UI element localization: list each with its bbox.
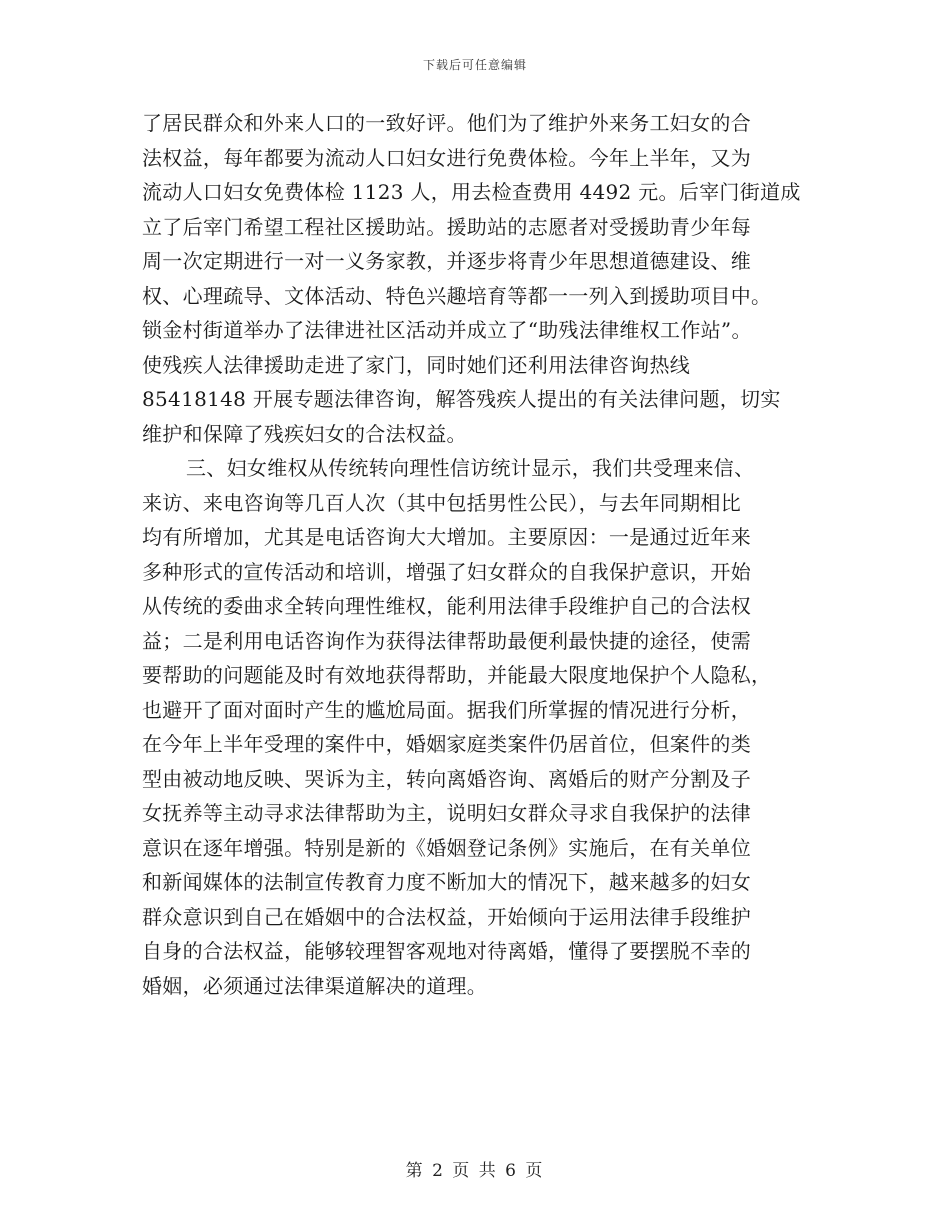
text-line: 维护和保障了残疾妇女的合法权益。 (142, 421, 467, 446)
body-text (142, 106, 822, 1003)
text-line: 来访、来电咨询等几百人次（其中包括男性公民），与去年同期相比 (142, 490, 741, 515)
text-line: 85418148 开展专题法律咨询，解答残疾人提出的有关法律问题，切实 (142, 387, 781, 411)
text-line: 要帮助的问题能及时有效地获得帮助，并能最大限度地保护个人隐私， (142, 663, 772, 687)
header-note: 下载后可任意编辑 (422, 58, 527, 72)
text-line: 在今年上半年受理的案件中，婚姻家庭类案件仍居首位，但案件的类 (142, 732, 751, 756)
text-line: 自身的合法权益，能够较理智客观地对待离婚，懂得了要摆脱不幸的 (142, 939, 751, 963)
page-number: 第 2 页 共 6 页 (405, 1161, 545, 1181)
text-line: 锁金村街道举办了法律进社区活动并成立了“助残法律维权工作站”。 (142, 318, 752, 342)
text-line: 多种形式的宣传活动和培训，增强了妇女群众的自我保护意识，开始 (142, 559, 751, 584)
text-line: 女抚养等主动寻求法律帮助为主，说明妇女群众寻求自我保护的法律 (142, 801, 751, 825)
text-line: 婚姻，必须通过法律渠道解决的道理。 (142, 973, 488, 998)
text-line: 型由被动地反映、哭诉为主，转向离婚咨询、离婚后的财产分割及子 (142, 766, 751, 791)
text-line: 立了后宰门希望工程社区援助站。援助站的志愿者对受援助青少年每 (142, 214, 751, 239)
text-line: 均有所增加，尤其是电话咨询大大增加。主要原因：一是通过近年来 (142, 525, 751, 549)
text-line: 周一次定期进行一对一义务家教，并逐步将青少年思想道德建设、维 (142, 249, 751, 273)
section-heading-line: 三、妇女维权从传统转向理性信访统计显示，我们共受理来信、 (186, 456, 755, 480)
text-line: 流动人口妇女免费体检 1123 人，用去检查费用 4492 元。后宰门街道成 (142, 180, 801, 204)
text-line: 了居民群众和外来人口的一致好评。他们为了维护外来务工妇女的合 (142, 111, 751, 135)
text-line: 也避开了面对面时产生的尴尬局面。据我们所掌握的情况进行分析， (142, 697, 751, 722)
text-line: 从传统的委曲求全转向理性维权，能利用法律手段维护自己的合法权 (142, 594, 751, 618)
text-line: 意识在逐年增强。特别是新的《婚姻登记条例》实施后，在有关单位 (142, 835, 751, 860)
text-line: 和新闻媒体的法制宣传教育力度不断加大的情况下，越来越多的妇女 (142, 870, 751, 894)
text-line: 法权益，每年都要为流动人口妇女进行免费体检。今年上半年，又为 (142, 145, 751, 170)
text-line: 群众意识到自己在婚姻中的合法权益，开始倾向于运用法律手段维护 (142, 904, 751, 929)
text-line: 益；二是利用电话咨询作为获得法律帮助最便利最快捷的途径，使需 (142, 628, 751, 653)
text-line: 使残疾人法律援助走进了家门，同时她们还利用法律咨询热线 (142, 352, 691, 377)
text-line: 权、心理疏导、文体活动、特色兴趣培育等都一一列入到援助项目中。 (142, 283, 772, 308)
